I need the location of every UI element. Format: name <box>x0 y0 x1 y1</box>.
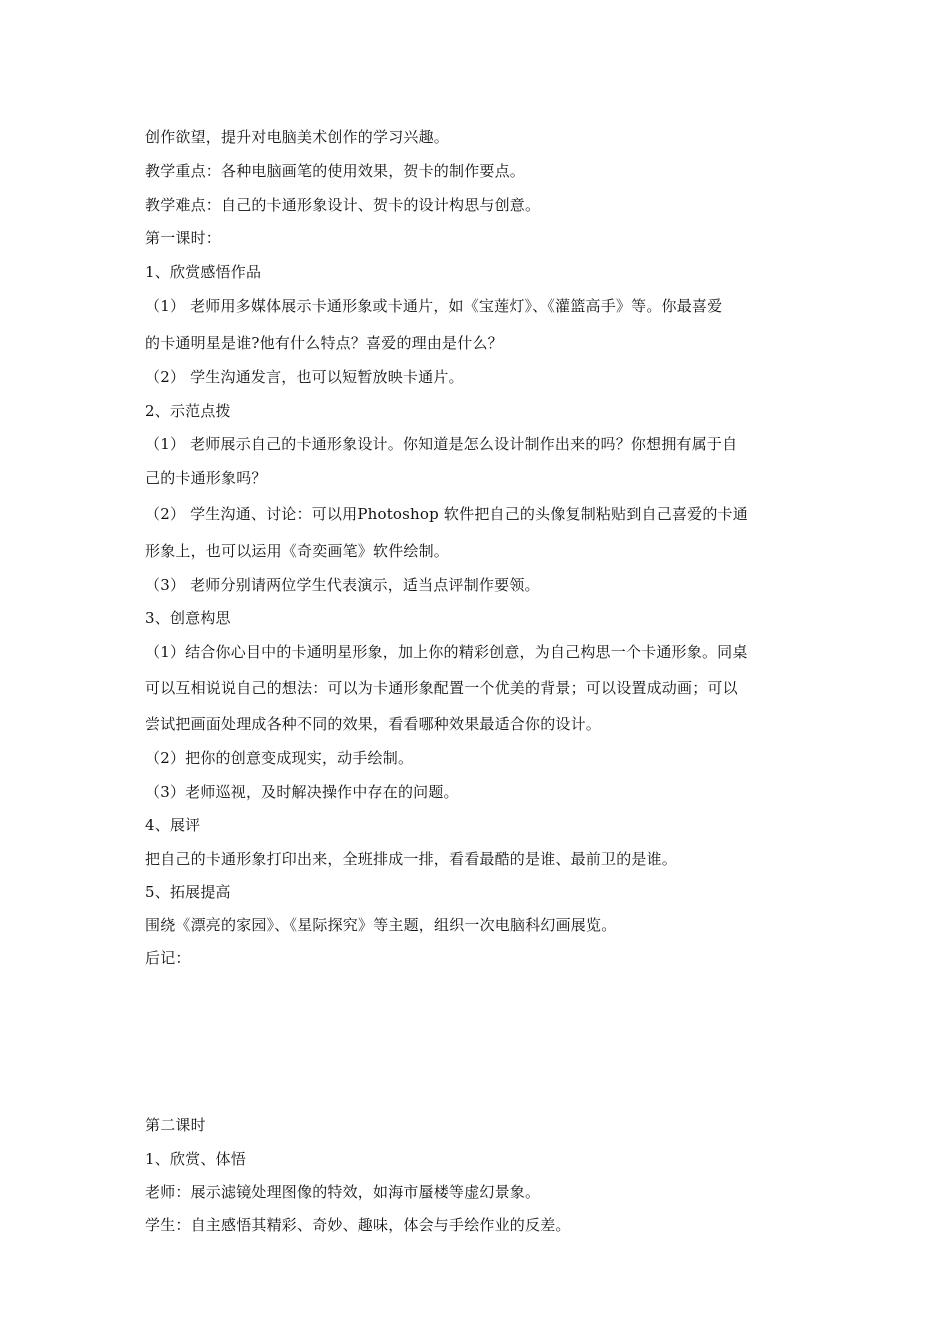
text-line: （2）把你的创意变成现实，动手绘制。 <box>145 749 414 767</box>
section-heading: 1、欣赏感悟作品 <box>145 263 262 281</box>
section-heading: 第一课时： <box>145 229 222 247</box>
text-line: （2） 学生沟通、讨论：可以用Photoshop 软件把自己的头像复制粘贴到自己喜爱的卡通 <box>145 505 748 523</box>
text-line: 学生：自主感悟其精彩、奇妙、趣味，体会与手绘作业的反差。 <box>145 1216 571 1234</box>
section-heading: 3、创意构思 <box>145 609 231 627</box>
text-line: （3） 老师分别请两位学生代表演示，适当点评制作要领。 <box>145 576 540 594</box>
section-heading: 第二课时 <box>145 1116 206 1134</box>
text-line: 创作欲望，提升对电脑美术创作的学习兴趣。 <box>145 128 450 146</box>
text-line: 把自己的卡通形象打印出来，全班排成一排，看看最酷的是谁、最前卫的是谁。 <box>145 850 678 868</box>
section-heading: 后记： <box>145 949 191 967</box>
text-line: 可以互相说说自己的想法：可以为卡通形象配置一个优美的背景；可以设置成动画；可以 <box>145 679 738 697</box>
section-heading: 4、展评 <box>145 816 201 834</box>
text-line: 己的卡通形象吗？ <box>145 469 267 487</box>
text-line: 教学难点：自己的卡通形象设计、贺卡的设计构思与创意。 <box>145 196 541 214</box>
section-heading: 2、示范点拨 <box>145 402 231 420</box>
section-heading: 1、欣赏、体悟 <box>145 1150 246 1168</box>
text-line: （2） 学生沟通发言，也可以短暂放映卡通片。 <box>145 368 464 386</box>
text-line: 形象上，也可以运用《奇奕画笔》软件绘制。 <box>145 542 450 560</box>
text-line: 尝试把画面处理成各种不同的效果，看看哪种效果最适合你的设计。 <box>145 715 602 733</box>
text-line: 围绕《漂亮的家园》、《星际探究》等主题，组织一次电脑科幻画展览。 <box>145 916 617 934</box>
text-line: （1） 老师展示自己的卡通形象设计。你知道是怎么设计制作出来的吗？你想拥有属于自 <box>145 435 738 453</box>
text-line: 教学重点：各种电脑画笔的使用效果，贺卡的制作要点。 <box>145 162 526 180</box>
text-line: （3）老师巡视，及时解决操作中存在的问题。 <box>145 783 459 801</box>
section-heading: 5、拓展提高 <box>145 883 231 901</box>
text-line: 的卡通明星是谁?他有什么特点？喜爱的理由是什么？ <box>145 334 503 352</box>
text-line: 老师：展示滤镜处理图像的特效，如海市蜃楼等虚幻景象。 <box>145 1183 541 1201</box>
text-line: （1）结合你心目中的卡通明星形象，加上你的精彩创意，为自己构思一个卡通形象。同桌 <box>145 643 748 661</box>
text-line: （1） 老师用多媒体展示卡通形象或卡通片，如《宝莲灯》、《灌篮高手》等。你最喜爱 <box>145 297 723 315</box>
